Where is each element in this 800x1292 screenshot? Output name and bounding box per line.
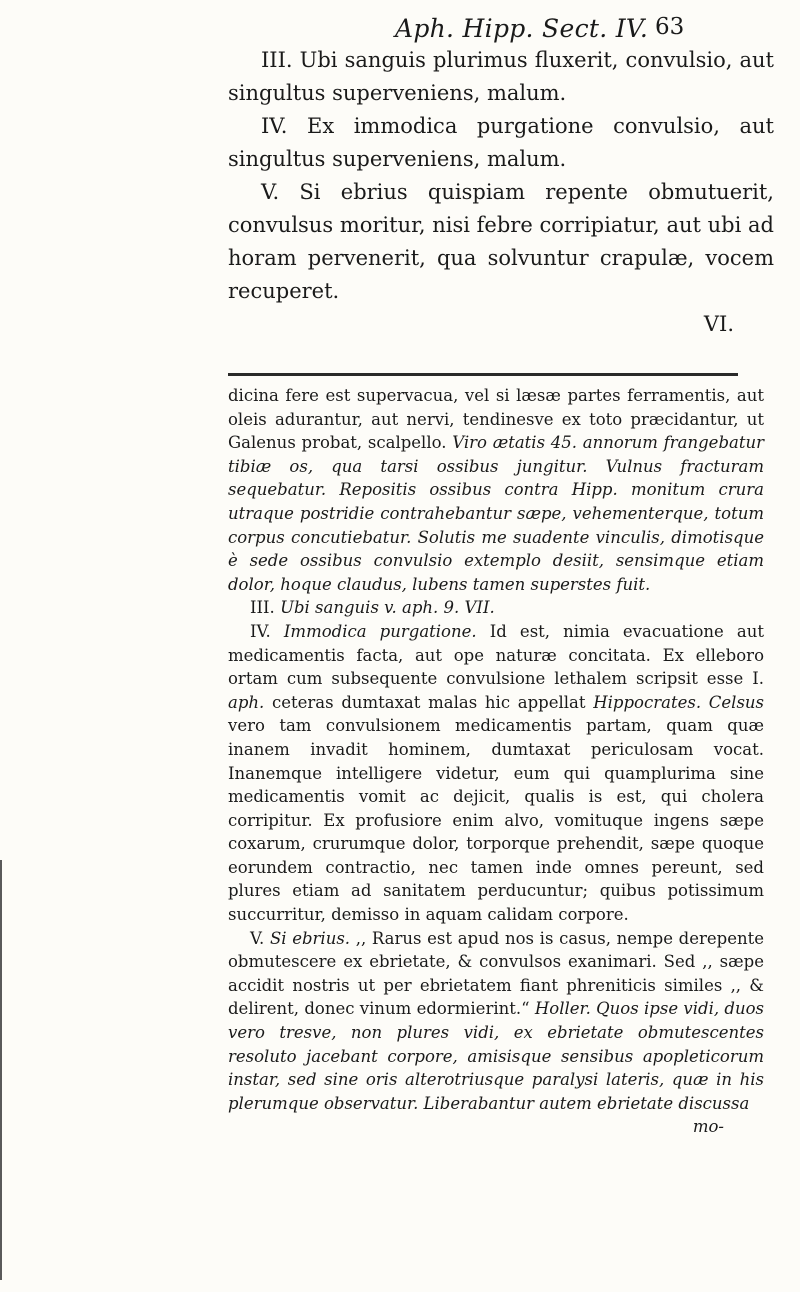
catchword: mo- [692, 1117, 724, 1137]
section-divider [228, 373, 738, 376]
commentary-paragraph-5 [228, 927, 764, 1116]
running-head: Aph. Hipp. Sect. IV. [395, 14, 649, 43]
aphorism-4: IV. Ex immodica purgatione convulsio, aut singultus superveniens, malum. [228, 114, 774, 171]
commentary-text: Ubi sanguis v. aph. 9. VII. [280, 598, 495, 618]
aphorisms-block [228, 44, 774, 341]
commentary-case-report: Viro ætatis 45. annorum frangebatur tibiæ os, qua tarsi ossibus jungitur. Vulnus fracturam sequebatur. Repositis ossibus contra Hipp. monitum crura utraque postridie contrahebantur sæpe, vehementerque, totum corpus concutiebatur. Solutis me suadente vinculis, dimotisque è sede ossibus convulsio extemplo desiit, sensimque etiam dolor, hoque claudus, lubens tamen superstes fuit. [228, 433, 764, 594]
aphorism-6-number: VI. [703, 312, 734, 336]
commentary-text: ceteras dumtaxat malas hic appellat [272, 692, 586, 712]
aphorism-3: III. Ubi sanguis plurimus fluxerit, convulsio, aut singultus superveniens, malum. [228, 48, 774, 105]
commentary-paragraph-3 [228, 596, 764, 620]
commentary-text: vero tam convulsionem medicamentis partam, quam quæ inanem invadit hominem, dumtaxat periculosam vocat. Inanemque intelligere videtur, eum qui quamplurima sine medicamentis vomit ac dejicit, qualis is est, qui cholera corripitur. Ex profusiore enim alvo, vomituque ingens sæpe coxarum, crurumque dolor, torporque prehendit, sæpe quoque eorundem contractio, nec tamen inde omnes pereunt, sed plures etiam ad sanitatem perducuntur; quibus potissimum succurritur, demisso in aquam calidam corpore. [228, 716, 764, 925]
commentary-paragraph-1 [228, 384, 764, 596]
commentary-lemma: Immodica purgatione. [283, 621, 477, 641]
commentary-number: IV. [250, 621, 271, 641]
commentary-quotation: ,, Rarus est apud nos is casus, nempe derepente obmutescere ex ebrietate, & convulsos exanimari. Sed ,, sæpe accidit nostris ut per ebrietatem fiant phreniticis similes ,, & delirent, donec vinum edormierint.“ [228, 928, 764, 1019]
commentary-number: V. [250, 928, 265, 948]
commentary-case-report: Holler. Quos ipse vidi, duos vero tresve, non plures vidi, ex ebrietate obmutescentes resoluto jacebant corpore, amisisque sensibus apopleticorum instar, sed sine oris alterotriusque paralysi lateris, quæ in his plerumque observatur. Liberabantur autem ebrietate discussa [228, 999, 764, 1113]
page-header [0, 14, 800, 48]
commentary-author: Hippocrates. Celsus [593, 692, 765, 712]
commentary-number: III. [250, 598, 275, 618]
commentary-reference: aph. [228, 692, 265, 712]
commentary-block [228, 384, 764, 1139]
page-number: 63 [655, 14, 685, 40]
aphorism-5: V. Si ebrius quispiam repente obmutuerit, convulsus moritur, nisi febre corripiatur, aut ubi ad horam pervenerit, qua solvuntur crapulæ, vocem recuperet. [228, 180, 774, 303]
commentary-paragraph-4 [228, 620, 764, 927]
commentary-text: dicina fere est supervacua, vel si læsæ partes ferramentis, aut oleis adurantur, aut nervi, tendinesve ex toto præcidantur, ut Galenus probat, scalpello. [228, 386, 764, 453]
binding-edge [0, 860, 8, 1280]
commentary-lemma: Si ebrius. [269, 928, 351, 948]
commentary-text: Id est, nimia evacuatione aut medicamentis facta, aut ope naturæ concitata. Ex elleboro ortam cum subsequente convulsione lethalem scripsit esse I. [228, 621, 764, 689]
